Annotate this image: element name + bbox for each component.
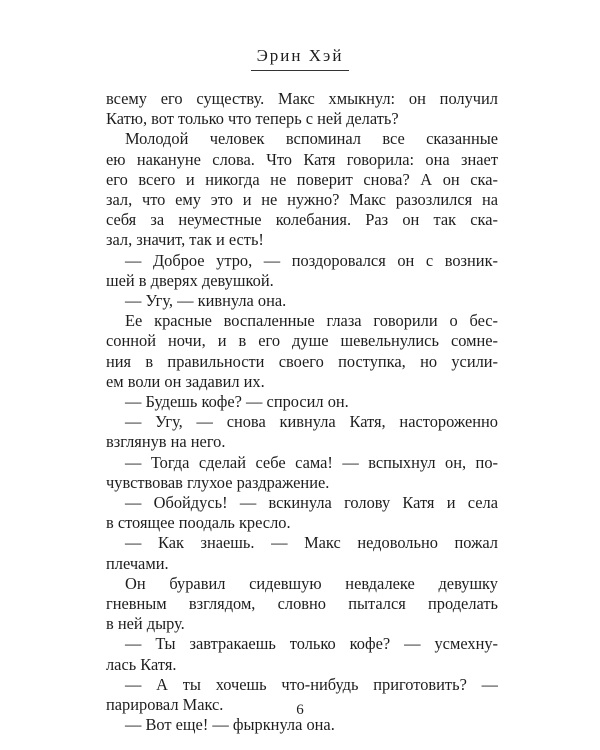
text-line: себя за неуместные колебания. Раз он так ска- <box>106 210 498 230</box>
text-line: в стоящее поодаль кресло. <box>106 513 291 533</box>
text-line: плечами. <box>106 553 169 573</box>
text-line: — А ты хочешь что-нибудь приготовить? — <box>125 674 498 694</box>
page-number: 6 <box>296 702 304 718</box>
text-line: — Ты завтракаешь только кофе? — усмехну- <box>125 634 498 654</box>
author-name: Эрин Хэй <box>251 46 350 71</box>
text-line: — Обойдусь! — вскинула голову Катя и села <box>125 493 498 513</box>
text-line: ем воли он задавил их. <box>106 371 265 391</box>
text-line: — Доброе утро, — поздоровался он с возник- <box>125 250 498 270</box>
text-line: взглянув на него. <box>106 432 226 452</box>
text-line: шей в дверях девушкой. <box>106 270 274 290</box>
text-line: ния в правильности своего поступка, но усили- <box>106 351 498 371</box>
text-line: Молодой человек вспоминал все сказанные <box>125 129 498 149</box>
text-line: гневным взглядом, словно пытался проделать <box>106 594 498 614</box>
text-line: его всего и никогда не поверит снова? А он ска- <box>106 169 498 189</box>
text-line: — Как знаешь. — Макс недовольно пожал <box>125 533 498 553</box>
text-line: парировал Макс. <box>106 695 224 715</box>
text-line: Катю, вот только что теперь с ней делать? <box>106 109 399 129</box>
text-line: зал, что ему это и не нужно? Макс разозлился на <box>106 190 498 210</box>
text-line: сонной ночи, и в его душе шевельнулись сомне- <box>106 331 498 351</box>
text-line: ею накануне слова. Что Катя говорила: она знает <box>106 149 498 169</box>
text-line: лась Катя. <box>106 654 177 674</box>
text-line: чувствовав глухое раздражение. <box>106 472 330 492</box>
body-text <box>106 89 498 736</box>
text-line: — Угу, — кивнула она. <box>125 291 287 311</box>
text-line: Ее красные воспаленные глаза говорили о бес- <box>125 311 498 331</box>
text-line: — Будешь кофе? — спросил он. <box>125 392 349 412</box>
text-line: всему его существу. Макс хмыкнул: он получил <box>106 89 498 108</box>
text-line: — Тогда сделай себе сама! — вспыхнул он, по- <box>125 452 498 472</box>
text-line: в ней дыру. <box>106 614 185 634</box>
text-line: — Вот еще! — фыркнула она. <box>125 715 335 735</box>
text-line: — Угу, — снова кивнула Катя, настороженно <box>125 412 498 432</box>
running-header <box>0 46 600 71</box>
text-line: зал, значит, так и есть! <box>106 230 264 250</box>
text-line: Он буравил сидевшую невдалеке девушку <box>125 573 498 593</box>
